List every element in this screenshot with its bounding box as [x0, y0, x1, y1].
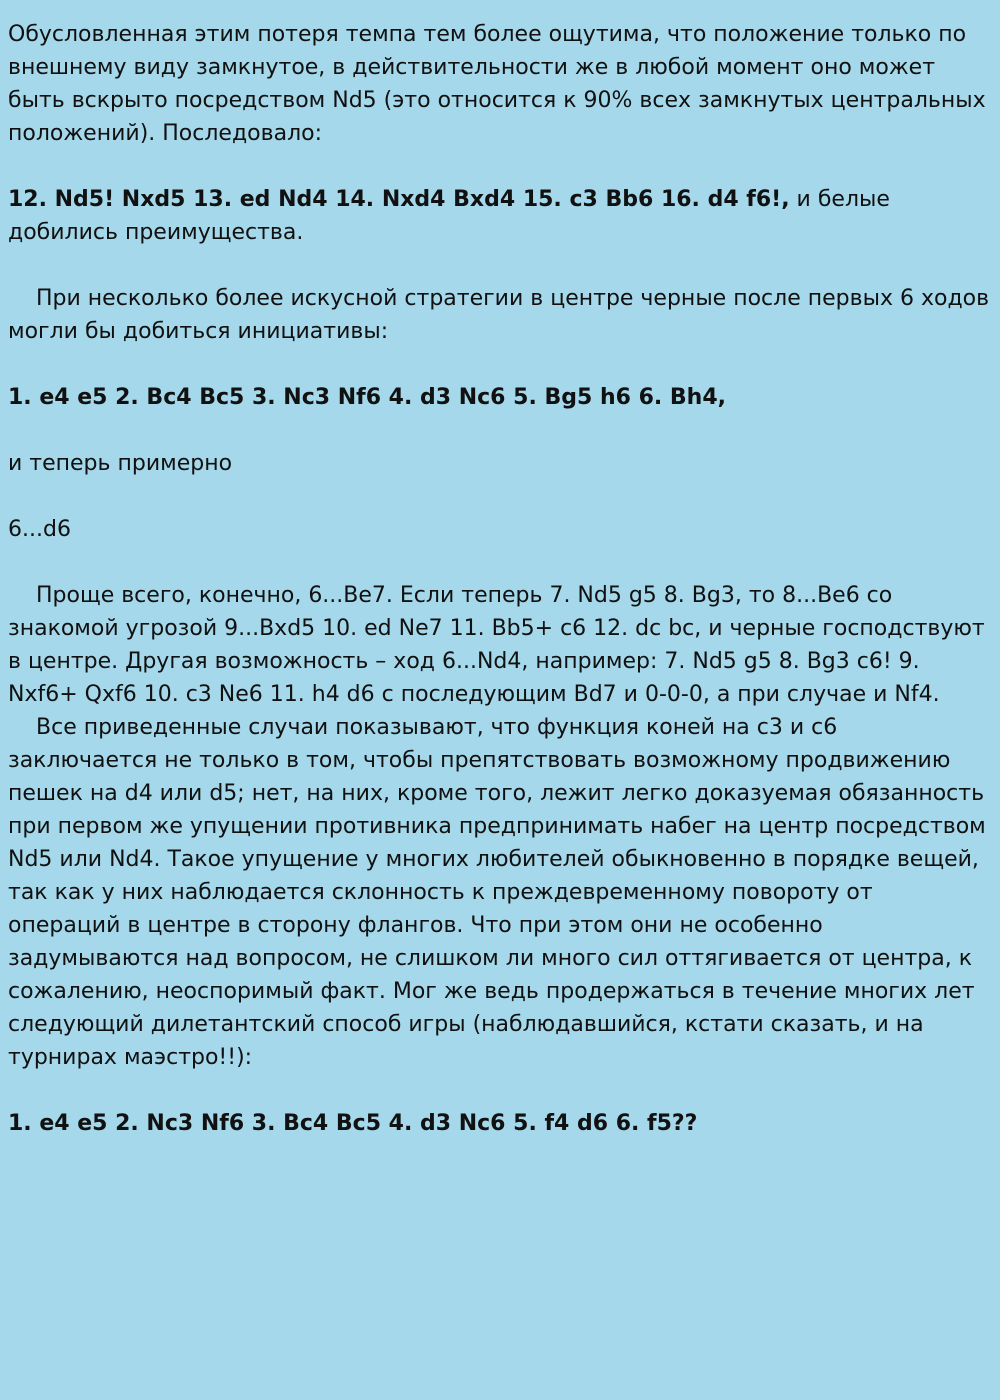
- paragraph-knights-function: Все приведенные случаи показывают, что функция коней на c3 и c6 заключается не только в том, чтобы препятствовать возможному продвижению пешек на d4 или d5; нет, на них, кроме того, лежит легко доказуемая обязанность при первом же упущении противника предпринимать набег на центр посредством Nd5 или Nd4. Такое упущение у многих любителей обыкновенно в порядке вещей, так как у них наблюдается склонность к преждевременному повороту от операций в центре в сторону флангов. Что при этом они не особенно задумываются над вопросом, не слишком ли много сил оттягивается от центра, к сожалению, неоспоримый факт. Мог же ведь продержаться в течение многих лет следующий дилетантский способ игры (наблюдавшийся, кстати сказать, и на турнирах маэстро!!):: [8, 715, 986, 1070]
- paragraph-strategy: При несколько более искусной стратегии в центре черные после первых 6 ходов могли бы добиться инициативы:: [8, 286, 990, 344]
- moves-notation-game: 12. Nd5! Nxd5 13. ed Nd4 14. Nxd4 Bxd4 15. c3 Bb6 16. d4 f6!,: [8, 187, 790, 212]
- paragraph-approximately: и теперь примерно: [8, 451, 233, 476]
- move-d6: 6...d6: [8, 517, 71, 542]
- result-text: и белые добились преимущества.: [8, 187, 890, 245]
- moves-line-dilettante: 1. e4 e5 2. Nc3 Nf6 3. Bc4 Bc5 4. d3 Nc6 5. f4 d6 6. f5??: [8, 1111, 698, 1136]
- paragraph-alternatives: Проще всего, конечно, 6...Be7. Если теперь 7. Nd5 g5 8. Bg3, то 8...Be6 со знакомой угрозой 9...Bxd5 10. ed Ne7 11. Bb5+ c6 12. dc bc, и черные господствуют в центре. Другая возможность – ход 6...Nd4, например: 7. Nd5 g5 8. Bg3 c6! 9. Nxf6+ Qxf6 10. c3 Ne6 11. h4 d6 с последующим Bd7 и 0-0-0, а при случае и Nf4.: [8, 583, 985, 707]
- paragraph-tempo-loss: Обусловленная этим потеря темпа тем более ощутима, что положение только по внешнему виду замкнутое, в действительности же в любой момент оно может быть вскрыто посредством Nd5 (это относится к 90% всех замкнутых центральных положений). Последовало:: [8, 22, 986, 146]
- moves-line-opening: 1. e4 e5 2. Bc4 Bc5 3. Nc3 Nf6 4. d3 Nc6 5. Bg5 h6 6. Bh4,: [8, 385, 726, 410]
- paragraph-game-continuation: [8, 183, 992, 249]
